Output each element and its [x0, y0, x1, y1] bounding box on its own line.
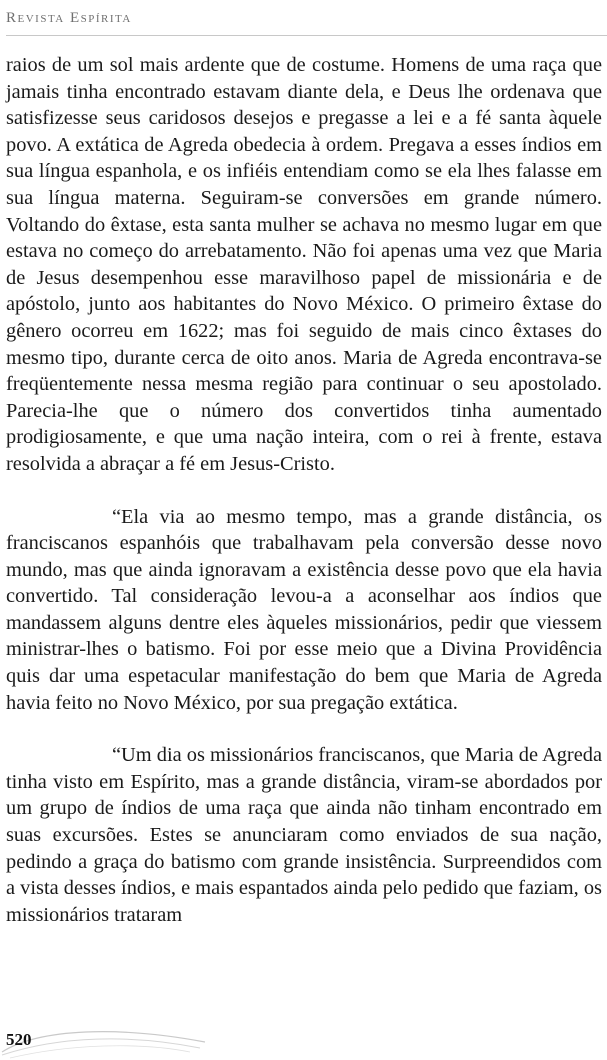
header-rule	[6, 35, 607, 36]
footer-swoosh-icon	[0, 1022, 210, 1060]
paragraph-3: “Um dia os missionários franciscanos, que Maria de Agreda tinha visto em Espírito, mas a grande distância, viram-se abordados por um grupo de índios de uma raça que ainda não tinham encontrado em suas excursões. Estes se anunciaram como enviados de sua nação, pedindo a graça do batismo com grande insistência. Surpreendidos com a vista desses índios, e mais espantados ainda pelo pedido que faziam, os missionários trataram	[6, 744, 602, 926]
running-header: Revista Espírita	[6, 10, 132, 26]
page-body	[6, 52, 602, 928]
paragraph-2: “Ela via ao mesmo tempo, mas a grande distância, os franciscanos espanhóis que trabalhavam pela conversão desse novo mundo, mas que ainda ignoravam a existência desse povo que ela havia convertido. Tal consideração levou-a a aconselhar aos índios que mandassem alguns dentre eles àqueles missionários, pedir que viessem ministrar-lhes o batismo. Foi por esse meio que a Divina Providência quis dar uma espetacular manifestação do bem que Maria de Agreda havia feito no Novo México, por sua pregação extática.	[6, 505, 602, 714]
page-number: 520	[6, 1030, 32, 1049]
paragraph-1: raios de um sol mais ardente que de costume. Homens de uma raça que jamais tinha encontrado estavam diante dela, e Deus lhe ordenava que satisfizesse seus caridosos desejos e pregasse a lei e a fé santa àquele povo. A extática de Agreda obedecia à ordem. Pregava a esses índios em sua língua espanhola, e os infiéis entendiam como se ela lhes falasse em sua língua materna. Seguiram-se conversões em grande número. Voltando do êxtase, esta santa mulher se achava no mesmo lugar em que estava no começo do arrebatamento. Não foi apenas uma vez que Maria de Jesus desempenhou esse maravilhoso papel de missionária e de apóstolo, junto aos habitantes do Novo México. O primeiro êxtase do gênero ocorreu em 1622; mas foi seguido de mais cinco êxtases do mesmo tipo, durante cerca de oito anos. Maria de Agreda encontrava-se freqüentemente nessa mesma região para continuar o seu apostolado. Parecia-lhe que o número dos convertidos tinha aumentado prodigiosamente, e que uma nação inteira, com o rei à frente, estava resolvida a abraçar a fé em Jesus-Cristo.	[6, 54, 602, 475]
